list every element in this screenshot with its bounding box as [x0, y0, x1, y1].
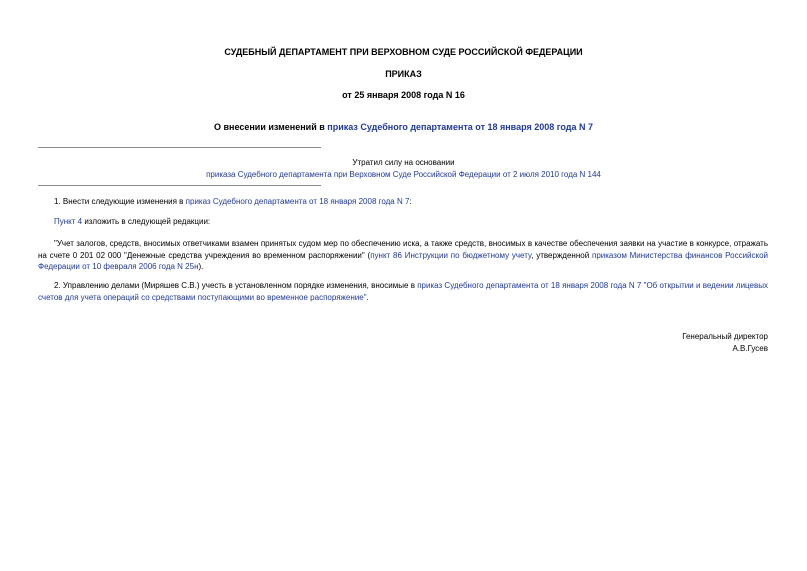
quote-link-minfin-order[interactable]: приказом Министерства финансов Российской Федерации от 10 февраля 2006 года N 25н — [38, 250, 769, 272]
quote-part-2: , утвержденной — [531, 250, 592, 260]
item2-prefix: 2. Управлению делами (Миряшев С.В.) учесть в установленном порядке изменения, вносимые в — [54, 281, 418, 290]
separator-top — [38, 147, 321, 148]
status-text: Утратил силу на основании — [352, 158, 455, 167]
item2-link[interactable]: приказ Судебного департамента от 18 января 2008 года N 7 "Об открытии и ведении лицевых счетов для учета операций со средствами поступающими во временное распоряжение" — [38, 281, 768, 302]
separator-bottom — [38, 185, 321, 186]
status-note — [0, 157, 807, 180]
title-link[interactable]: приказ Судебного департамента от 18 января 2008 года N 7 — [327, 122, 593, 132]
item1-prefix: 1. Внести следующие изменения в — [54, 197, 186, 206]
paragraph-quote — [38, 238, 768, 273]
point4-link[interactable]: Пункт 4 — [54, 217, 83, 226]
document-type-heading: ПРИКАЗ — [385, 69, 422, 79]
signature-position: Генеральный директор — [682, 332, 768, 341]
point4-text: изложить в следующей редакции: — [82, 217, 211, 226]
quote-part-1: "Учет залогов, средств, вносимых ответчиками взамен принятых судом мер по обеспечению иска, а также средств, вносимых в качестве обеспечения заявки на участие в конкурсе, отражать на счете 0 201 02 000 "Денежные средства учреждения во временном распоряжении" ( — [38, 239, 768, 260]
item1-suffix: : — [409, 197, 412, 206]
quote-part-3: ). — [198, 262, 204, 272]
organization-heading: СУДЕБНЫЙ ДЕПАРТАМЕНТ ПРИ ВЕРХОВНОМ СУДЕ РОССИЙСКОЙ ФЕДЕРАЦИИ — [224, 47, 583, 57]
signature-block — [682, 331, 768, 354]
paragraph-item-1 — [38, 196, 768, 208]
title-prefix: О внесении изменений в — [213, 122, 328, 132]
quote-link-instruction[interactable]: пункт 86 Инструкции по бюджетному учету — [370, 250, 532, 260]
item2-suffix: . — [366, 292, 369, 302]
document-title — [0, 121, 807, 134]
item1-link[interactable]: приказ Судебного департамента от 18 января 2008 года N 7 — [185, 197, 410, 206]
paragraph-point-4 — [38, 216, 768, 228]
status-link[interactable]: приказа Судебного департамента при Верховном Суде Российской Федерации от 2 июля 2010 года N 144 — [206, 169, 601, 179]
signature-name: А.В.Гусев — [732, 343, 768, 353]
document-date: от 25 января 2008 года N 16 — [342, 90, 465, 100]
paragraph-item-2 — [38, 280, 768, 303]
